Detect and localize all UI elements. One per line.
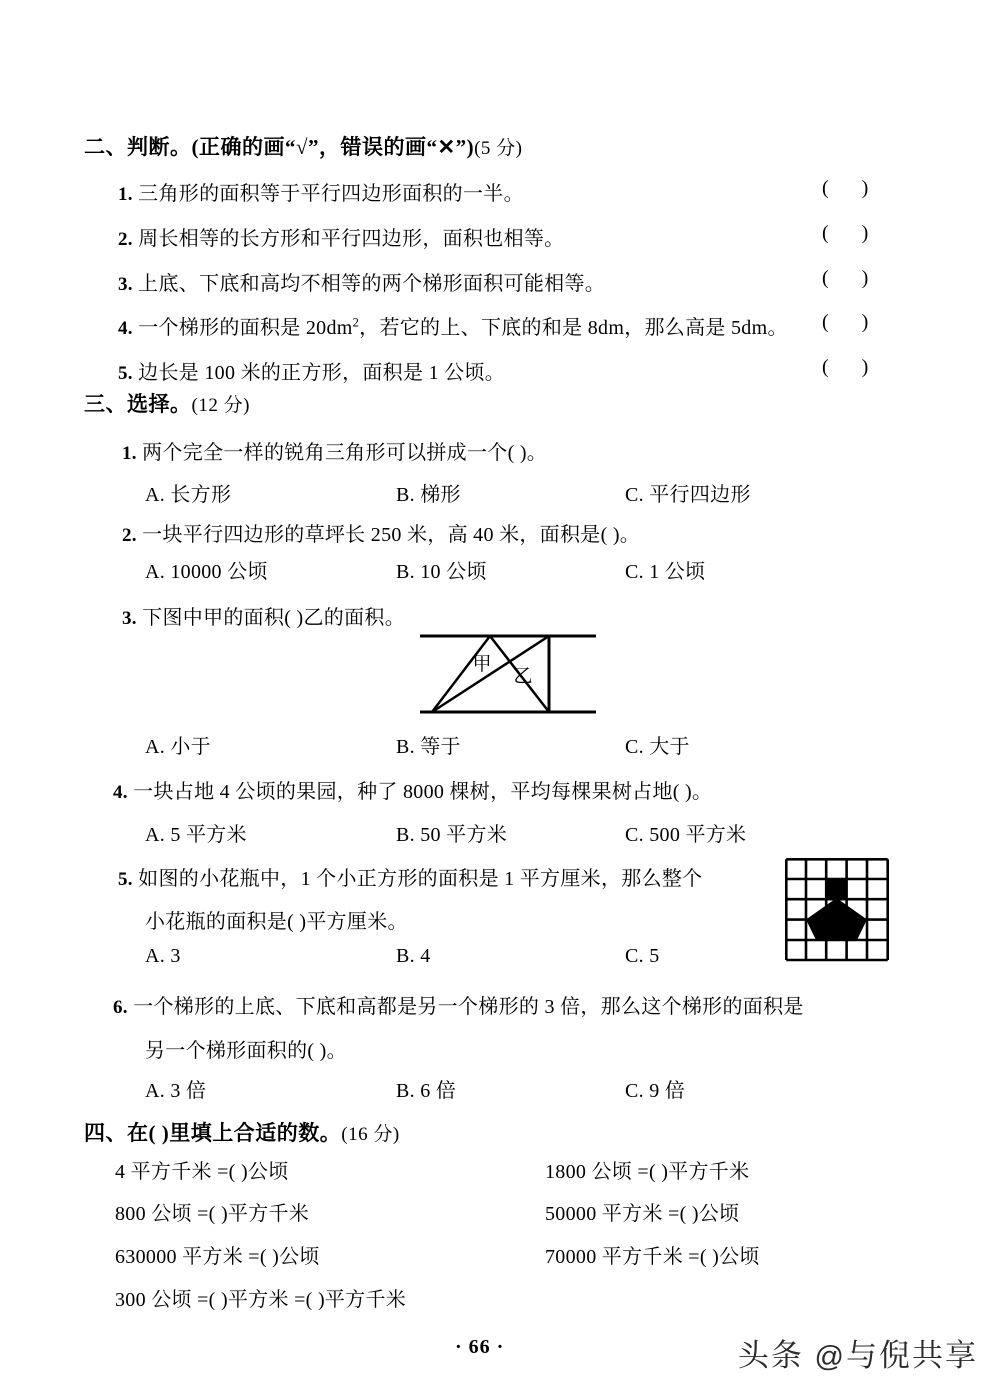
question-2-option-c[interactable]: C. 1 公顷 [625,561,706,583]
question-number: 6. [113,997,128,1018]
conversion-row-3-right[interactable]: 70000 平方千米 =( )公顷 [545,1246,760,1268]
conversion-row-2-left[interactable]: 800 公顷 =( )平方千米 [115,1203,310,1225]
figure-label-left: 甲 [472,654,492,675]
question-text: 一个梯形的上底、下底和高都是另一个梯形的 3 倍，那么这个梯形的面积是 [133,996,804,1018]
item-text: 上底、下底和高均不相等的两个梯形面积可能相等。 [138,273,606,295]
question-3-option-c[interactable]: C. 大于 [625,736,690,758]
question-number: 2. [122,525,137,546]
answer-blank-2[interactable]: ( ) [822,222,883,244]
conversion-row-4-left[interactable]: 300 公顷 =( )平方米 =( )平方千米 [115,1289,407,1311]
answer-blank-1[interactable]: ( ) [822,177,883,199]
question-2-option-b[interactable]: B. 10 公顷 [396,561,487,583]
section-three-heading-text: 三、选择。 [84,392,192,416]
figure-label-right: 乙 [513,666,533,687]
question-5-option-c[interactable]: C. 5 [625,945,660,967]
item-number: 2. [118,229,133,250]
item-number: 3. [118,274,133,295]
question-6-option-b[interactable]: B. 6 倍 [396,1080,457,1102]
page-number: · 66 · [455,1336,505,1358]
question-2 [122,518,640,547]
section-two-item-1 [118,177,524,206]
section-two-item-4 [118,311,788,340]
conversion-row-3-left[interactable]: 630000 平方米 =( )公顷 [115,1246,320,1268]
question-3-figure [418,630,598,718]
conversion-row-1-left[interactable]: 4 平方千米 =( )公顷 [115,1161,289,1183]
question-6-line-1 [113,990,804,1019]
vase-shape [806,879,867,940]
section-two-item-2 [118,222,564,251]
item-text: 边长是 100 米的正方形，面积是 1 公顷。 [138,362,506,384]
question-1 [122,436,547,465]
question-3-option-b[interactable]: B. 等于 [396,736,461,758]
section-three-score: (12 分) [191,395,250,416]
item-number: 5. [118,363,133,384]
item-superscript: 2 [352,315,360,330]
section-four-heading-text: 四、在( )里填上合适的数。 [84,1121,342,1145]
question-4-option-c[interactable]: C. 500 平方米 [625,824,747,846]
question-text: 如图的小花瓶中，1 个小正方形的面积是 1 平方厘米，那么整个 [138,868,703,890]
conversion-row-1-right[interactable]: 1800 公顷 =( )平方千米 [545,1161,750,1183]
question-2-option-a[interactable]: A. 10000 公顷 [145,561,268,583]
section-two-item-3 [118,267,605,296]
question-6-line-2 [145,1034,347,1063]
item-text-before: 一个梯形的面积是 20dm [138,317,353,339]
question-1-option-a[interactable]: A. 长方形 [145,484,232,506]
question-text: 小花瓶的面积是( )平方厘米。 [145,911,408,933]
question-3-option-a[interactable]: A. 小于 [145,736,211,758]
question-5-figure [785,858,889,962]
question-6-option-c[interactable]: C. 9 倍 [625,1080,686,1102]
watermark [738,1330,978,1375]
question-5-option-a[interactable]: A. 3 [145,945,181,967]
watermark-prefix: 头条 [737,1338,804,1373]
answer-blank-4[interactable]: ( ) [822,311,883,333]
watermark-name: 与倪共享 [846,1338,978,1373]
section-four-score: (16 分) [341,1124,400,1145]
question-text: 两个完全一样的锐角三角形可以拼成一个( )。 [142,442,548,464]
conversion-row-2-right[interactable]: 50000 平方米 =( )公顷 [545,1203,740,1225]
item-text: 三角形的面积等于平行四边形面积的一半。 [138,183,524,205]
question-4 [113,775,712,804]
question-4-option-a[interactable]: A. 5 平方米 [145,824,247,846]
section-two-heading-text: 二、判断。(正确的画“√”，错误的画“✕”) [84,135,475,159]
question-text: 一块平行四边形的草坪长 250 米，高 40 米，面积是( )。 [142,524,641,546]
question-5-line-1 [118,862,702,891]
question-6-option-a[interactable]: A. 3 倍 [145,1080,207,1102]
section-two-item-5 [118,356,505,385]
section-four-heading [84,1117,400,1147]
question-1-option-c[interactable]: C. 平行四边形 [625,484,751,506]
section-three-heading [84,388,250,418]
question-text: 一块占地 4 公顷的果园，种了 8000 棵树，平均每棵果树占地( )。 [133,781,713,803]
question-4-option-b[interactable]: B. 50 平方米 [396,824,508,846]
answer-blank-5[interactable]: ( ) [822,356,883,378]
item-number: 1. [118,184,133,205]
item-number: 4. [118,318,133,339]
answer-blank-3[interactable]: ( ) [822,267,883,289]
section-two-score: (5 分) [474,138,523,159]
question-5-line-2 [145,905,408,934]
question-text: 另一个梯形面积的( )。 [145,1040,347,1062]
question-number: 1. [122,443,137,464]
question-1-option-b[interactable]: B. 梯形 [396,484,461,506]
question-text: 下图中甲的面积( )乙的面积。 [142,607,405,629]
question-5-option-b[interactable]: B. 4 [396,945,431,967]
question-number: 3. [122,608,137,629]
item-text: 周长相等的长方形和平行四边形，面积也相等。 [138,228,565,250]
item-text-after: ，若它的上、下底的和是 8dm，那么高是 5dm。 [359,317,788,339]
watermark-at-symbol: @ [814,1341,846,1373]
question-number: 4. [113,782,128,803]
question-number: 5. [118,869,133,890]
question-3 [122,601,405,630]
section-two-heading [84,131,523,161]
